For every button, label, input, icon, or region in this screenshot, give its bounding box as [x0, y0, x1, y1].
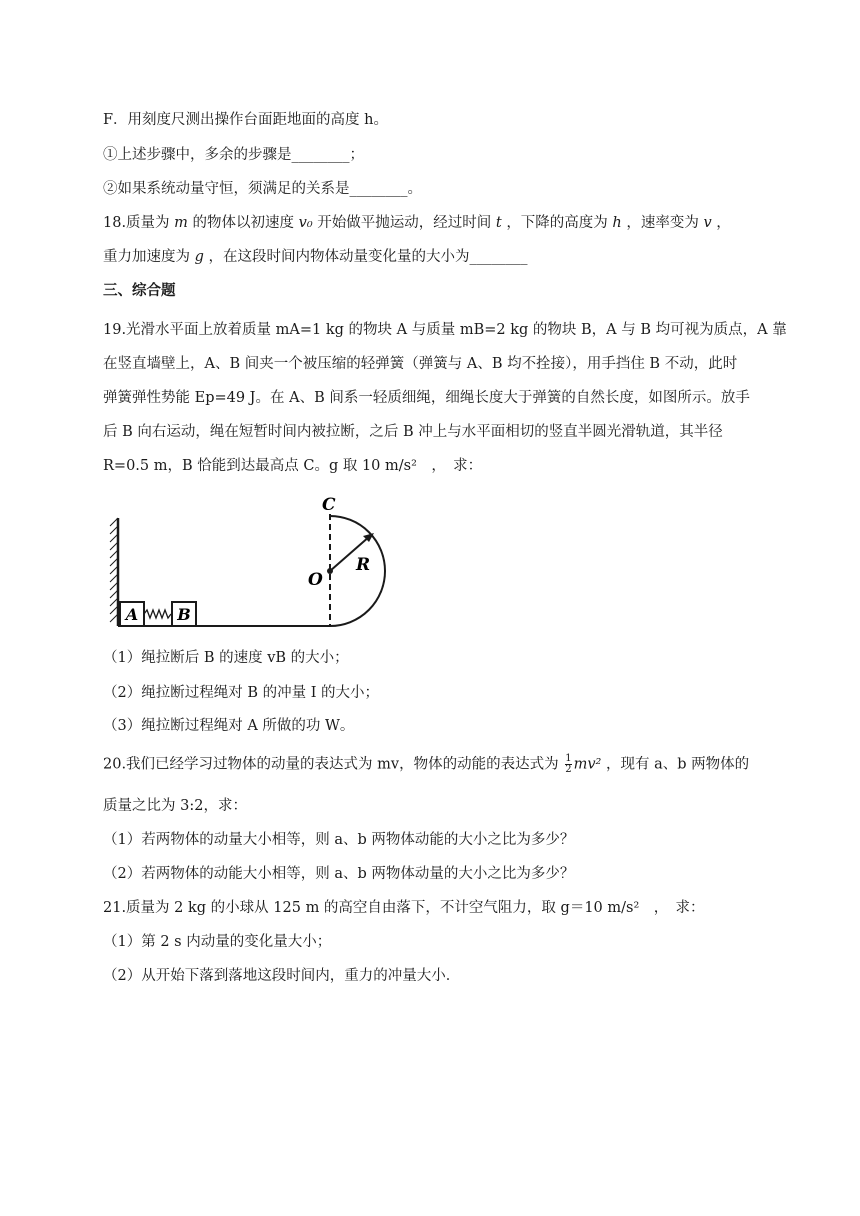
section-heading: 三、综合题 — [103, 282, 176, 299]
q18-var-t: t — [495, 215, 502, 231]
question-19-line4: 后 B 向右运动，绳在短暂时间内被拉断，之后 B 冲上与水平面相切的竖直半圆光滑轨道，其半径 — [103, 424, 723, 440]
q18-var-v: v — [703, 215, 712, 231]
question-21-sub1: （1）第 2 s 内动量的变化量大小； — [103, 934, 332, 950]
label-c: C — [322, 495, 336, 515]
question-21-sub2: （2）从开始下落到落地这段时间内，重力的冲量大小． — [103, 968, 461, 984]
q18-text: 重力加速度为 — [103, 249, 190, 265]
q18-text: ，在这段时间内物体动量变化量的大小为________ — [208, 249, 528, 265]
question-20-sub2: （2）若两物体的动能大小相等，则 a、b 两物体动量的大小之比为多少？ — [103, 866, 575, 882]
label-r: R — [356, 555, 371, 575]
label-a: A — [125, 605, 139, 624]
question-21-line1: 21.质量为 2 kg 的小球从 125 m 的高空自由落下，不计空气阻力，取 g＝10 m/s² ， 求： — [103, 900, 705, 916]
q18-text: ，下降的高度为 — [506, 215, 608, 231]
spring — [144, 610, 171, 618]
question-19-sub1: （1）绳拉断后 B 的速度 vB 的大小； — [103, 650, 349, 666]
question-19-line1: 19.光滑水平面上放着质量 mA=1 kg 的物块 A 与质量 mB=2 kg 的物块 B，A 与 B 均可视为质点，A 靠 — [103, 322, 787, 338]
fraction-denominator: 2 — [565, 764, 572, 775]
question-20-line2: 质量之比为 3:2，求： — [103, 798, 247, 814]
question-18-line2 — [103, 247, 763, 267]
fraction-numerator: 1 — [565, 753, 572, 764]
fraction-half — [565, 754, 571, 775]
label-b: B — [177, 605, 191, 624]
question-19-sub3: （3）绳拉断过程绳对 A 所做的功 W。 — [103, 718, 355, 734]
question-18-line1 — [103, 213, 763, 233]
step-f-text: F．用刻度尺测出操作台面距地面的高度 h。 — [103, 112, 389, 128]
q18-var-m: m — [174, 215, 188, 231]
q18-text: 开始做平抛运动，经过时间 — [317, 215, 492, 231]
q20-text: 20.我们已经学习过物体的动量的表达式为 mv，物体的动能的表达式为 — [103, 756, 559, 773]
label-o: O — [308, 570, 323, 590]
q18-text: ， — [716, 215, 731, 231]
question-20-line1 — [103, 754, 763, 775]
kinetic-energy-expr: mv² — [573, 756, 602, 773]
q18-var-h: h — [612, 215, 622, 231]
q18-var-g: g — [194, 249, 204, 265]
question-19-line5: R=0.5 m，B 恰能到达最高点 C。g 取 10 m/s² ， 求： — [103, 458, 483, 474]
q18-text: 的物体以初速度 — [192, 215, 295, 231]
q18-text: 18.质量为 — [103, 215, 170, 231]
question-19-line3: 弹簧弹性势能 Ep=49 J。在 A、B 间系一轻质细绳，细绳长度大于弹簧的自然长度，如图所示。放手 — [103, 390, 750, 406]
q18-var-v0: v₀ — [298, 215, 313, 231]
question-17-part1: ①上述步骤中，多余的步骤是________； — [103, 147, 364, 163]
question-19-sub2: （2）绳拉断过程绳对 B 的冲量 I 的大小； — [103, 685, 380, 701]
question-19-line2: 在竖直墙壁上，A、B 间夹一个被压缩的轻弹簧（弹簧与 A、B 均不拴接），用手挡住 B 不动，此时 — [103, 356, 738, 372]
physics-figure — [100, 490, 400, 630]
q18-text: ，速率变为 — [626, 215, 699, 231]
question-17-part2: ②如果系统动量守恒，须满足的关系是________。 — [103, 181, 422, 197]
q20-text: ，现有 a、b 两物体的 — [605, 756, 750, 773]
question-20-sub1: （1）若两物体的动量大小相等，则 a、b 两物体动能的大小之比为多少？ — [103, 832, 575, 848]
